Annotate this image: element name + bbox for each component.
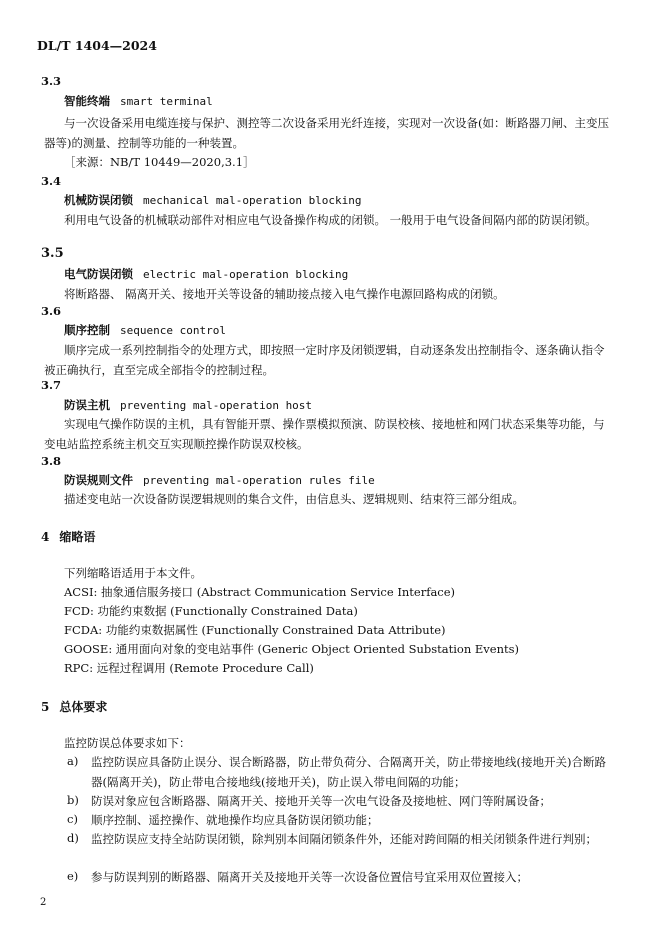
term-definition: 与一次设备采用电缆连接与保护、测控等二次设备采用光纤连接，实现对一次设备(如：断路器刀闸、主变压器等)的测量、控制等功能的一种装置。 bbox=[44, 116, 609, 150]
term-title bbox=[64, 93, 213, 109]
term-zh: 智能终端 bbox=[64, 94, 110, 108]
abbreviation-item: ACSI: 抽象通信服务接口 (Abstract Communication Service Interface) bbox=[64, 585, 456, 599]
section-number: 4 bbox=[41, 530, 50, 544]
term-definition: 顺序完成一系列控制指令的处理方式，即按照一定时序及闭锁逻辑，自动逐条发出控制指令、逐条确认指令被正确执行，直至完成全部指令的控制过程。 bbox=[44, 343, 605, 377]
section-heading bbox=[41, 698, 107, 715]
term-en: electric mal-operation blocking bbox=[143, 268, 349, 281]
term-title bbox=[64, 397, 312, 413]
term-en: mechanical mal-operation blocking bbox=[143, 194, 362, 207]
abbreviation-item: RPC: 远程过程调用 (Remote Procedure Call) bbox=[64, 661, 314, 675]
term-zh: 顺序控制 bbox=[64, 323, 110, 337]
list-item-letter: e) bbox=[67, 869, 79, 883]
list-item-text: 监控防误应具备防止误分、误合断路器，防止带负荷分、合隔离开关，防止带接地线(接地开关)合断路器(隔离开关)，防止带电合接地线(接地开关)，防止误入带电间隔的功能； bbox=[91, 755, 606, 789]
list-item-text: 顺序控制、遥控操作、就地操作均应具备防误闭锁功能； bbox=[91, 813, 379, 827]
list-item-text: 防误对象应包含断路器、隔离开关、接地开关等一次电气设备及接地桩、网门等附属设备； bbox=[91, 794, 551, 808]
term-title bbox=[64, 472, 375, 488]
abbreviation-item: FCDA: 功能约束数据属性 (Functionally Constrained Data Attribute) bbox=[64, 623, 446, 637]
section-intro: 下列缩略语适用于本文件。 bbox=[64, 566, 202, 580]
term-number: 3.6 bbox=[41, 304, 62, 318]
list-item-letter: b) bbox=[67, 793, 79, 807]
term-definition: 将断路器、 隔离开关、接地开关等设备的辅助接点接入电气操作电源回路构成的闭锁。 bbox=[64, 287, 505, 301]
term-zh: 机械防误闭锁 bbox=[64, 193, 133, 207]
term-number: 3.7 bbox=[41, 378, 62, 392]
term-zh: 电气防误闭锁 bbox=[64, 267, 133, 281]
term-zh: 防误主机 bbox=[64, 398, 110, 412]
term-en: sequence control bbox=[120, 324, 226, 337]
term-definition: 实现电气操作防误的主机，具有智能开票、操作票模拟预演、防误校核、接地桩和网门状态采集等功能，与变电站监控系统主机交互实现顺控操作防误双校核。 bbox=[44, 417, 605, 451]
section-title: 缩略语 bbox=[59, 530, 96, 544]
term-zh: 防误规则文件 bbox=[64, 473, 133, 487]
section-heading bbox=[41, 528, 95, 545]
section-title: 总体要求 bbox=[59, 700, 108, 714]
section-number: 5 bbox=[41, 700, 50, 714]
abbreviation-item: GOOSE: 通用面向对象的变电站事件 (Generic Object Oriented Substation Events) bbox=[64, 642, 520, 656]
term-source: ［来源：NB/T 10449—2020,3.1］ bbox=[64, 155, 255, 169]
list-item-letter: c) bbox=[67, 812, 78, 826]
list-item-letter: d) bbox=[67, 831, 79, 845]
list-item-text: 参与防误判别的断路器、隔离开关及接地开关等一次设备位置信号宜采用双位置接入； bbox=[91, 870, 528, 884]
term-definition: 利用电气设备的机械联动部件对相应电气设备操作构成的闭锁。 一般用于电气设备间隔内部的防误闭锁。 bbox=[64, 213, 597, 227]
term-number: 3.3 bbox=[41, 74, 62, 88]
term-number: 3.4 bbox=[41, 174, 62, 188]
list-item-letter: a) bbox=[67, 754, 79, 768]
term-en: smart terminal bbox=[120, 95, 213, 108]
term-number: 3.5 bbox=[41, 246, 64, 261]
page-number: 2 bbox=[40, 897, 47, 908]
term-en: preventing mal-operation host bbox=[120, 399, 313, 412]
term-title bbox=[64, 192, 362, 208]
list-item-text: 监控防误应支持全站防误闭锁，除判别本间隔闭锁条件外，还能对跨间隔的相关闭锁条件进行判别； bbox=[91, 832, 597, 846]
term-en: preventing mal-operation rules file bbox=[143, 474, 375, 487]
term-title bbox=[64, 322, 226, 338]
term-title bbox=[64, 266, 348, 282]
term-definition: 描述变电站一次设备防误逻辑规则的集合文件，由信息头、逻辑规则、结束符三部分组成。 bbox=[64, 492, 524, 506]
term-number: 3.8 bbox=[41, 454, 62, 468]
abbreviation-item: FCD: 功能约束数据 (Functionally Constrained Data) bbox=[64, 604, 358, 618]
document-header-code: DL/T 1404—2024 bbox=[37, 38, 157, 53]
section-intro: 监控防误总体要求如下： bbox=[64, 736, 191, 750]
